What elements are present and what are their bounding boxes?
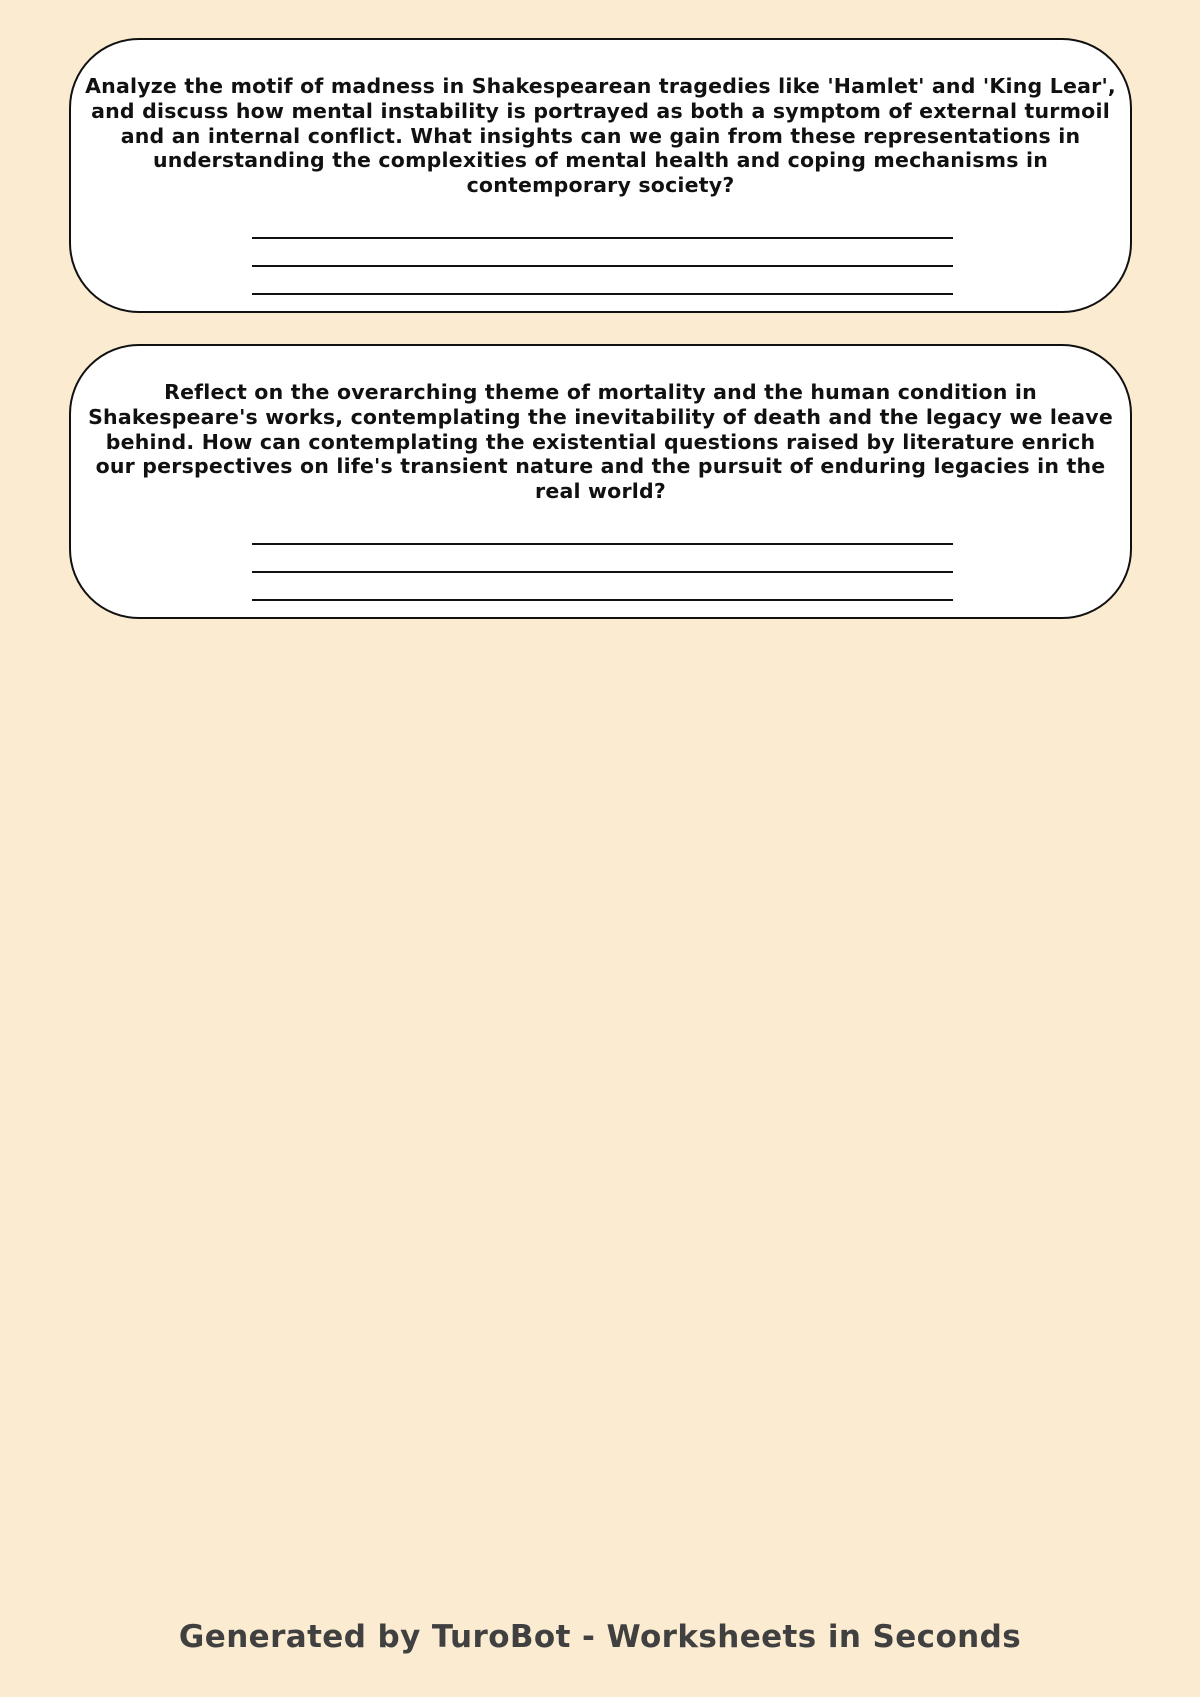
- answer-line[interactable]: [252, 599, 953, 601]
- question-text-1: Analyze the motif of madness in Shakespearean tragedies like 'Hamlet' and 'King Lear', and discuss how mental instability is portrayed as both a symptom of external turmoil and an internal conflict. What insights can we gain from these representations in understanding the complexities of mental health and coping mechanisms in contemporary society?: [85, 74, 1116, 198]
- answer-lines-1[interactable]: [252, 237, 953, 321]
- answer-lines-2[interactable]: [252, 543, 953, 627]
- question-card-1: [69, 38, 1132, 313]
- question-text-2: Reflect on the overarching theme of mortality and the human condition in Shakespeare's works, contemplating the inevitability of death and the legacy we leave behind. How can contemplating the existential questions raised by literature enrich our perspectives on life's transient nature and the pursuit of enduring legacies in the real world?: [88, 380, 1113, 504]
- answer-line[interactable]: [252, 265, 953, 267]
- question-card-2: [69, 344, 1132, 619]
- answer-line[interactable]: [252, 237, 953, 239]
- answer-line[interactable]: [252, 293, 953, 295]
- answer-line[interactable]: [252, 571, 953, 573]
- answer-line[interactable]: [252, 543, 953, 545]
- footer-credit: Generated by TuroBot - Worksheets in Seconds: [178, 1619, 1022, 1655]
